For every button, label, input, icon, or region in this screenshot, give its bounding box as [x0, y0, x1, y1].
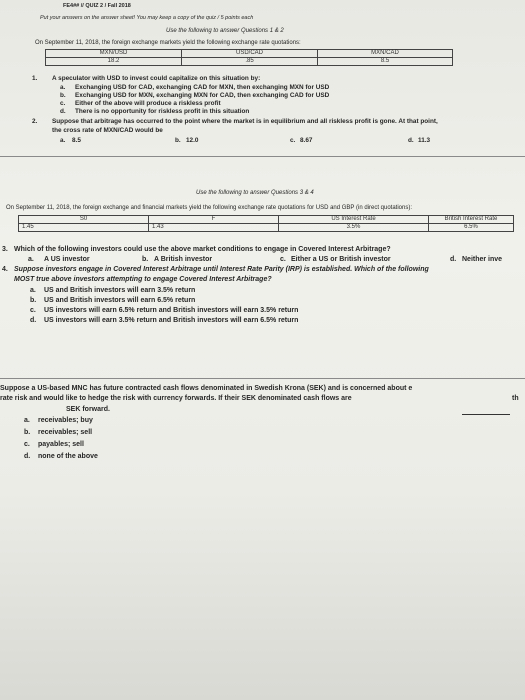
table-header-cell: USD/CAD	[182, 50, 318, 58]
q1-option-text: Either of the above will produce a riskless profit	[75, 100, 221, 107]
q3-option-letter: d.	[450, 256, 457, 263]
q5-stem-end: SEK forward.	[66, 406, 110, 413]
q1-option-text: Exchanging USD for MXN, exchanging MXN for CAD, then exchanging CAD for USD	[75, 92, 330, 99]
q2-option-letter: c.	[290, 137, 296, 144]
q3-option-text: A British investor	[154, 256, 213, 263]
table-header-cell: MXN/USD	[46, 50, 182, 58]
q1-option-letter: c.	[60, 100, 66, 107]
q4-option-text: US investors will earn 6.5% return and British investors will earn 3.5% return	[44, 307, 299, 314]
table-header-cell: F	[149, 216, 279, 224]
q3-option-text: A US investor	[44, 256, 90, 263]
q4-option-text: US and British investors will earn 3.5% return	[44, 287, 196, 294]
table-cell: 3.5%	[279, 224, 429, 232]
table-header-cell: British Interest Rate	[429, 216, 514, 224]
q2-option-text: 8.67	[300, 137, 313, 144]
q5-option-text: receivables; buy	[38, 417, 93, 424]
q4-stem-continued: MOST true above investors attempting to engage Covered Interest Arbitrage?	[14, 276, 272, 283]
q3-stem: Which of the following investors could use the above market conditions to engage in Covered Interest Arbitrage?	[14, 246, 391, 253]
table-header-row	[19, 216, 514, 224]
q5-stem-continued-end: th	[512, 395, 519, 402]
q3-number: 3.	[2, 246, 8, 253]
table-cell: 6.5%	[429, 224, 514, 232]
q1-option-letter: d.	[60, 108, 66, 115]
table-header-cell: MXN/CAD	[318, 50, 453, 58]
section-divider	[0, 378, 525, 379]
q2-stem: Suppose that arbitrage has occurred to the point where the market is in equilibrium and all riskless profit is gone. At that point,	[52, 118, 438, 125]
table-cell: 1.43	[149, 224, 279, 232]
section1-rates-table	[45, 49, 453, 66]
q3-option-letter: b.	[142, 256, 149, 263]
q2-option-letter: b.	[175, 137, 181, 144]
q5-option-text: payables; sell	[38, 441, 84, 448]
q4-option-text: US investors will earn 3.5% return and British investors will earn 6.5% return	[44, 317, 299, 324]
table-header-row	[46, 50, 453, 58]
q4-option-letter: b.	[30, 297, 37, 304]
quiz-title: FE4## // QUIZ 2 / Fall 2018	[63, 3, 131, 9]
q4-option-letter: d.	[30, 317, 37, 324]
q2-option-text: 11.3	[418, 137, 431, 144]
q4-stem: Suppose investors engage in Covered Interest Arbitrage until Interest Rate Parity (IRP) is established. Which of the following	[14, 266, 429, 273]
q4-option-letter: a.	[30, 287, 36, 294]
q5-option-letter: a.	[24, 417, 30, 424]
table-header-cell: US Interest Rate	[279, 216, 429, 224]
q5-stem: Suppose a US-based MNC has future contracted cash flows denominated in Swedish Krona (SEK) and is concerned about e	[0, 385, 413, 392]
q3-option-text: Neither inve	[462, 256, 503, 263]
q5-option-letter: d.	[24, 453, 31, 460]
section1-intro: On September 11, 2018, the foreign exchange markets yield the following exchange rate quotations:	[35, 40, 301, 46]
q3-option-letter: a.	[28, 256, 34, 263]
q1-number: 1.	[32, 75, 38, 82]
table-header-cell: S0	[19, 216, 149, 224]
q4-number: 4.	[2, 266, 8, 273]
q5-option-letter: c.	[24, 441, 30, 448]
q1-stem: A speculator with USD to invest could capitalize on this situation by:	[52, 75, 261, 82]
section1-use-line: Use the following to answer Questions 1 & 2	[166, 28, 284, 34]
q4-option-text: US and British investors will earn 6.5% return	[44, 297, 196, 304]
q2-option-text: 12.0	[186, 137, 199, 144]
table-cell: 18.2	[46, 58, 182, 66]
answer-blank	[462, 397, 510, 415]
section2-use-line: Use the following to answer Questions 3 & 4	[196, 190, 314, 196]
table-row	[19, 224, 514, 232]
quiz-instructions: Put your answers on the answer sheet! You may keep a copy of the quiz / 5 points each	[40, 15, 254, 21]
q2-option-letter: d.	[408, 137, 414, 144]
q2-option-letter: a.	[60, 137, 66, 144]
q5-option-letter: b.	[24, 429, 31, 436]
q5-option-text: receivables; sell	[38, 429, 93, 436]
q1-option-letter: b.	[60, 92, 66, 99]
q5-option-text: none of the above	[38, 453, 98, 460]
q2-option-text: 8.5	[72, 137, 81, 144]
table-cell: 8.5	[318, 58, 453, 66]
q1-option-letter: a.	[60, 84, 66, 91]
section-divider	[0, 156, 525, 157]
section2-rates-table	[18, 215, 514, 232]
table-row	[46, 58, 453, 66]
q2-stem-continued: the cross rate of MXN/CAD would be	[52, 127, 163, 134]
q3-option-letter: c.	[280, 256, 286, 263]
table-cell: .85	[182, 58, 318, 66]
q1-option-text: There is no opportunity for riskless profit in this situation	[75, 108, 250, 115]
q3-option-text: Either a US or British investor	[291, 256, 391, 263]
q4-option-letter: c.	[30, 307, 36, 314]
table-cell: 1.45	[19, 224, 149, 232]
q1-option-text: Exchanging USD for CAD, exchanging CAD for MXN, then exchanging MXN for USD	[75, 84, 330, 91]
q5-stem-continued: rate risk and would like to hedge the risk with currency forwards. If their SEK denominated cash flows are	[0, 395, 352, 402]
section2-intro: On September 11, 2018, the foreign exchange and financial markets yield the following exchange rate quotations for USD and GBP (in direct quotations):	[6, 205, 413, 211]
q2-number: 2.	[32, 118, 38, 125]
